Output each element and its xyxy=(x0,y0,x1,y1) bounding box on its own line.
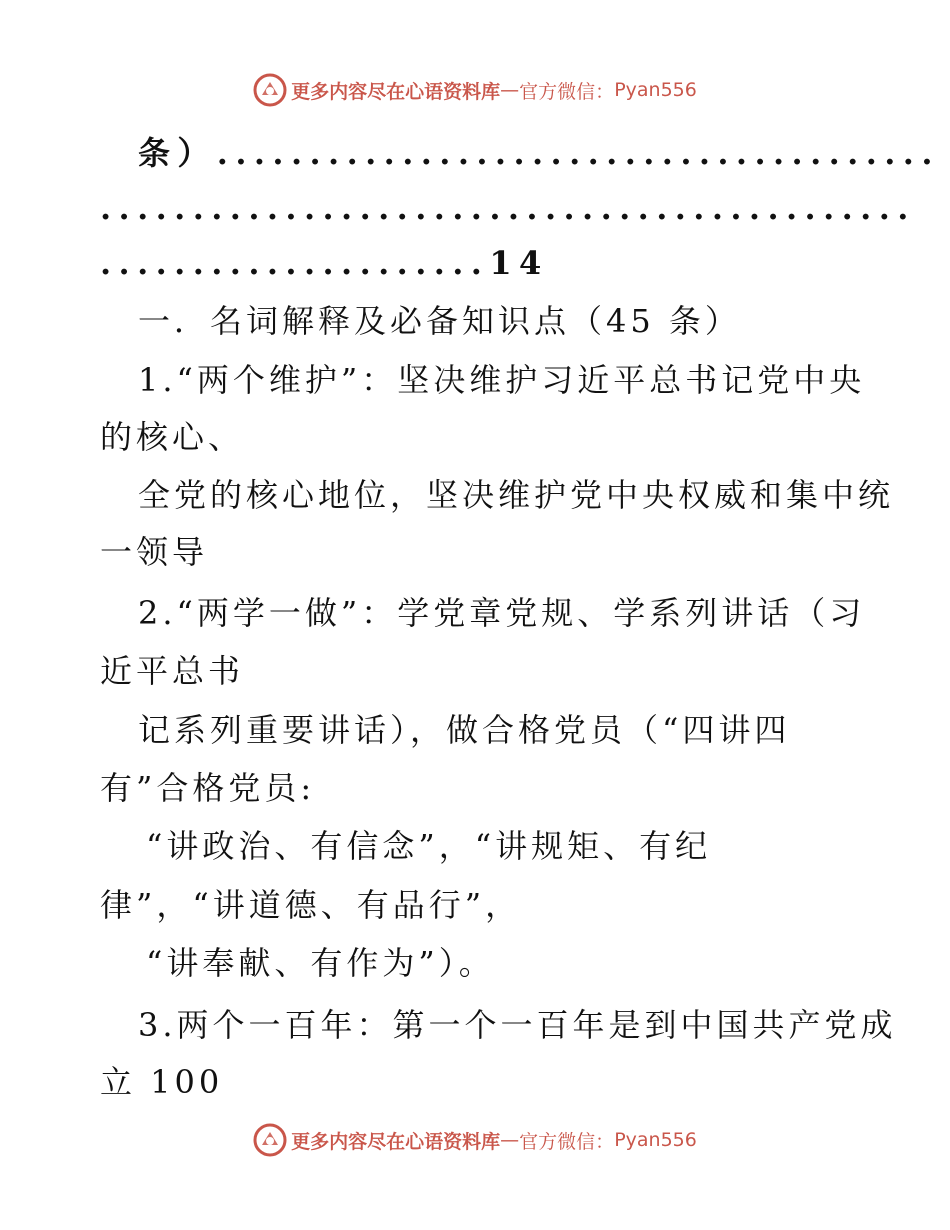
watermark-wechat-id: Pyan556 xyxy=(614,1129,697,1151)
paragraph-line: 立 100 xyxy=(100,1063,224,1101)
paragraph-line: 的核心、 xyxy=(100,418,245,456)
paragraph-line: “讲奉献、有作为”）。 xyxy=(146,944,495,982)
brand-logo-icon xyxy=(253,1123,287,1157)
watermark-separator: — xyxy=(500,1129,520,1151)
paragraph-line: 1.“两个维护”：坚决维护习近平总书记党中央 xyxy=(138,361,866,399)
paragraph-line: 近平总书 xyxy=(100,652,245,690)
paragraph-line: 3.两个一百年：第一个一百年是到中国共产党成 xyxy=(138,1006,897,1044)
section-heading: 一．名词解释及必备知识点（45 条） xyxy=(138,302,741,340)
paragraph-line: 一领导 xyxy=(100,533,209,571)
watermark-separator: — xyxy=(500,79,520,101)
watermark-wechat-id: Pyan556 xyxy=(614,79,697,101)
watermark-sub-text: 官方微信： xyxy=(519,80,615,103)
brand-logo-icon xyxy=(253,73,287,107)
paragraph-line: “讲政治、有信念”，“讲规矩、有纪 xyxy=(146,827,712,865)
paragraph-line: 全党的核心地位，坚决维护党中央权威和集中统 xyxy=(138,476,895,514)
watermark-main-text: 更多内容尽在心语资料库 xyxy=(291,80,501,103)
toc-line: ............................................ xyxy=(100,189,916,227)
footer-watermark xyxy=(0,1120,950,1160)
toc-line-page-number: .....................14 xyxy=(100,244,549,282)
paragraph-line: 记系列重要讲话），做合格党员（“四讲四 xyxy=(138,711,791,749)
watermark-sub-text: 官方微信： xyxy=(519,1130,615,1153)
header-watermark xyxy=(0,70,950,110)
paragraph-line: 律”，“讲道德、有品行”， xyxy=(100,886,522,924)
paragraph-line: 有”合格党员: xyxy=(100,769,316,807)
paragraph-line: 2.“两学一做”：学党章党规、学系列讲话（习 xyxy=(138,594,866,632)
toc-line: 条）....................................... xyxy=(138,134,940,172)
watermark-main-text: 更多内容尽在心语资料库 xyxy=(291,1130,501,1153)
